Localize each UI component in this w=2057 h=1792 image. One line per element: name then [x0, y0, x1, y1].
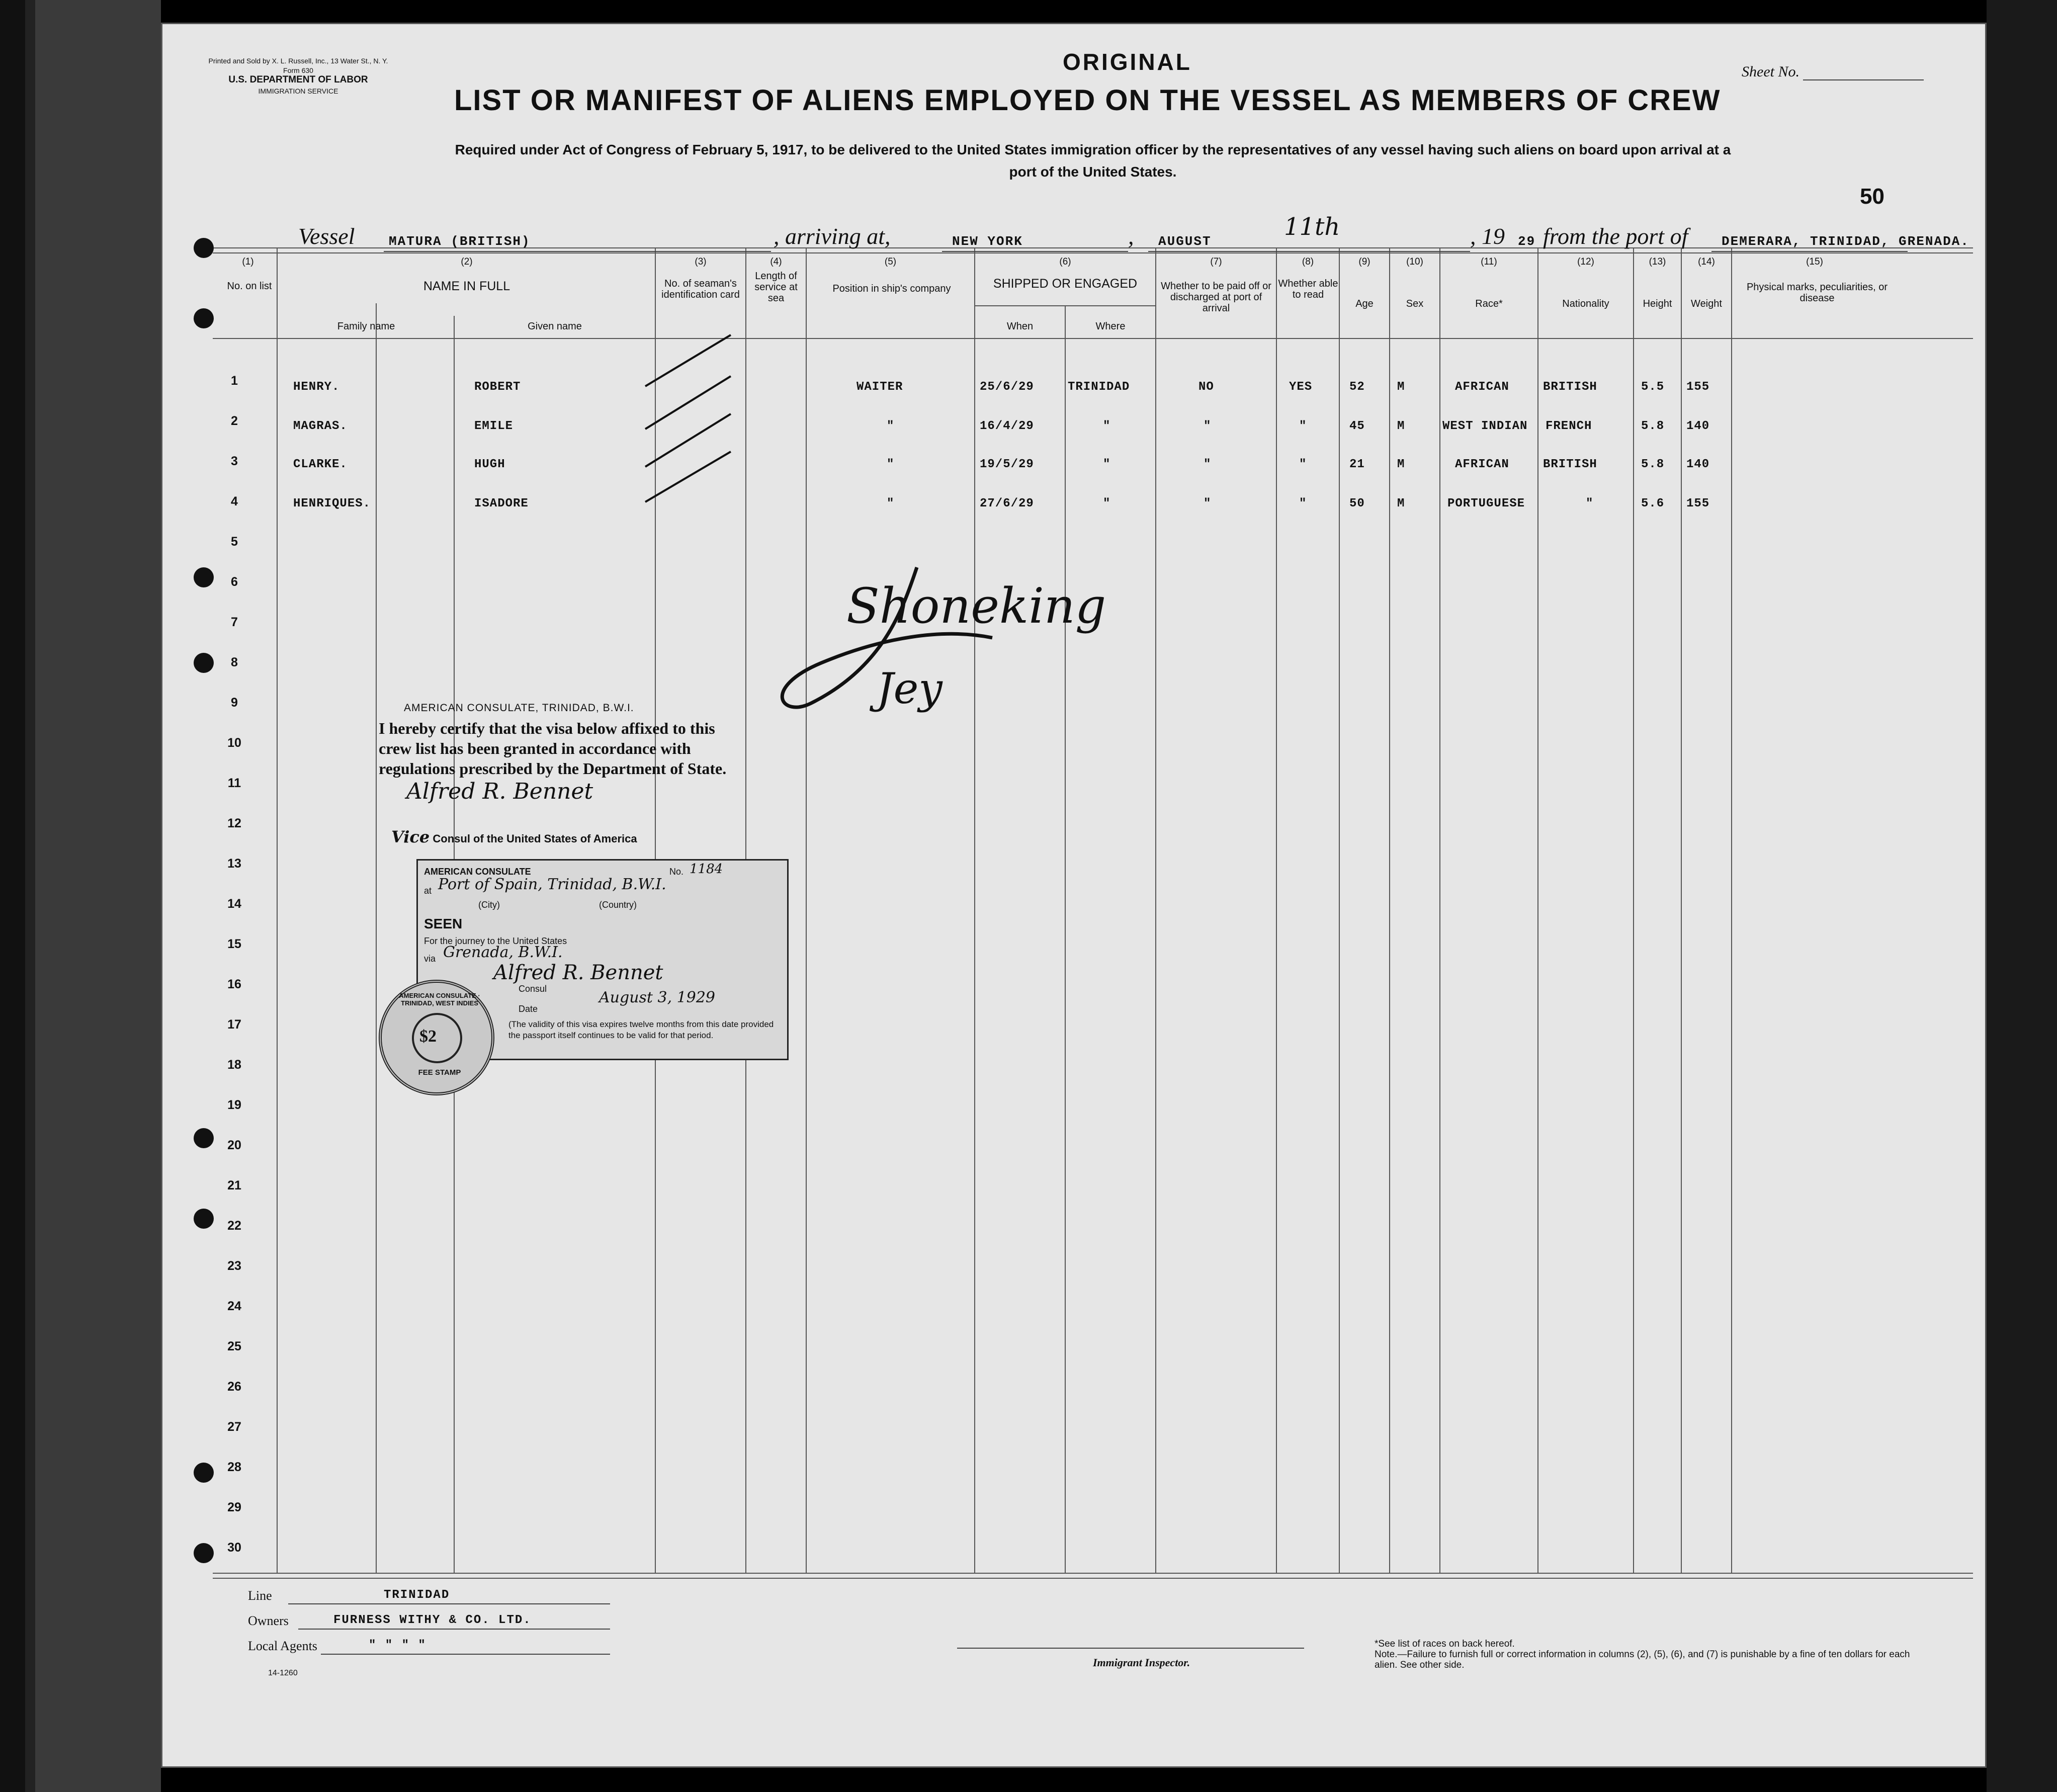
document-title: LIST OR MANIFEST OF ALIENS EMPLOYED ON THE VESSEL AS MEMBERS OF CREW [454, 84, 1721, 117]
printer-line: Printed and Sold by X. L. Russell, Inc., 13 Water St., N. Y. [208, 57, 388, 65]
colhead-physical-marks: Physical marks, peculiarities, or disease [1746, 282, 1888, 304]
row-number: 5 [231, 535, 238, 549]
row-number: 28 [227, 1460, 241, 1474]
visa-no-value: 1184 [690, 862, 723, 877]
row-number: 21 [227, 1178, 241, 1192]
page-number: 50 [1860, 184, 1884, 209]
inspector-line [957, 1648, 1304, 1649]
row-number: 14 [227, 897, 241, 911]
arriving-label: , arriving at, [774, 223, 891, 249]
colnum-9: (9) [1358, 257, 1370, 267]
colhead-nationality: Nationality [1562, 298, 1609, 309]
cell-family-name: CLARKE. [293, 458, 348, 471]
sheet-number-label: Sheet No. [1742, 63, 1799, 80]
form-code: 14-1260 [268, 1669, 298, 1677]
row-number: 16 [227, 977, 241, 991]
cell-weight: 140 [1686, 458, 1710, 471]
visa-date: August 3, 1929 [599, 989, 716, 1006]
visa-date-label: Date [519, 1004, 538, 1014]
colnum-15: (15) [1806, 257, 1823, 267]
cell-family-name: HENRY. [293, 380, 340, 394]
cell-age: 50 [1349, 497, 1365, 510]
arriving-underline [942, 251, 1128, 252]
colnum-1: (1) [242, 257, 254, 267]
cell-given-name: EMILE [474, 419, 513, 433]
document-subtitle [263, 139, 1923, 183]
cell-where: TRINIDAD [1068, 380, 1130, 394]
cell-sex: M [1397, 419, 1405, 433]
seal-text: AMERICAN CONSULATE · TRINIDAD, WEST INDIES [399, 992, 480, 1007]
row-number: 22 [227, 1219, 241, 1233]
row-number: 19 [227, 1098, 241, 1112]
colnum-12: (12) [1577, 257, 1594, 267]
manifest-sheet [161, 23, 1987, 1768]
owners-value: FURNESS WITHY & CO. LTD. [333, 1613, 532, 1627]
visa-seen: SEEN [424, 916, 463, 931]
cell-weight: 140 [1686, 419, 1710, 433]
cell-paid-off: " [1204, 458, 1212, 471]
cell-when: 25/6/29 [980, 380, 1034, 394]
row-number: 15 [227, 937, 241, 951]
from-port-underline [1711, 251, 1908, 252]
printer-info [208, 55, 389, 97]
cell-where: " [1103, 419, 1111, 433]
visa-heading: AMERICAN CONSULATE [424, 867, 531, 877]
row-number: 12 [227, 816, 241, 830]
cell-when: 19/5/29 [980, 458, 1034, 471]
colhead-given-name: Given name [528, 321, 582, 332]
cell-sex: M [1397, 380, 1405, 394]
punch-hole [194, 1543, 214, 1563]
form-number: Form 630 [283, 66, 313, 74]
cell-nationality: " [1586, 497, 1594, 510]
cell-race: PORTUGUESE [1447, 497, 1525, 510]
colhead-name-in-full: NAME IN FULL [423, 279, 510, 293]
note-fine: Note.—Failure to furnish full or correct information in columns (2), (5), (6), and (7) is punishable by a fine of ten dollars for each alien. See other side. [1375, 1649, 1910, 1670]
cell-paid-off: NO [1198, 380, 1214, 394]
punch-hole [194, 238, 214, 258]
punch-hole [194, 1209, 214, 1229]
cell-position: " [887, 419, 895, 433]
row-number: 4 [231, 494, 238, 508]
cell-race: AFRICAN [1455, 458, 1509, 471]
colnum-3: (3) [695, 257, 707, 267]
visa-validity: (The validity of this visa expires twelve months from this date provided the passport itself continues to be valid for that period. [508, 1019, 774, 1040]
visa-at-label: at [424, 886, 432, 896]
row-number: 30 [227, 1541, 241, 1555]
row-number: 6 [231, 575, 238, 589]
cell-weight: 155 [1686, 380, 1710, 394]
colnum-8: (8) [1302, 257, 1314, 267]
row-number: 26 [227, 1380, 241, 1394]
line-underline [288, 1603, 610, 1604]
cell-paid-off: " [1204, 419, 1212, 433]
row-number: 7 [231, 615, 238, 629]
cell-age: 21 [1349, 458, 1365, 471]
footer-notes [1375, 1639, 1928, 1670]
cell-age: 45 [1349, 419, 1365, 433]
colhead-sex: Sex [1406, 298, 1424, 309]
row-number: 2 [231, 414, 238, 428]
cell-where: " [1103, 497, 1111, 510]
punch-hole [194, 1128, 214, 1148]
cell-sex: M [1397, 497, 1405, 510]
row-number: 23 [227, 1259, 241, 1273]
colhead-age: Age [1355, 298, 1374, 309]
colnum-2: (2) [461, 257, 473, 267]
visa-via-label: via [424, 954, 436, 964]
date-underline [1148, 251, 1470, 252]
left-background-strip [0, 0, 161, 1792]
visa-consul-label: Consul [519, 984, 547, 994]
cell-where: " [1103, 458, 1111, 471]
department-name: U.S. DEPARTMENT OF LABOR [228, 74, 368, 85]
consul-title [391, 827, 637, 846]
date-comma: , [1128, 223, 1134, 249]
colhead-able-to-read: Whether able to read [1278, 278, 1338, 300]
right-background-strip [1987, 0, 2057, 1792]
colnum-11: (11) [1481, 257, 1497, 267]
colnum-13: (13) [1649, 257, 1666, 267]
colnum-6: (6) [1059, 257, 1071, 267]
signature-text: Shoneking [846, 578, 1106, 634]
colnum-10: (10) [1406, 257, 1423, 267]
agents-value: " " " " [369, 1639, 426, 1652]
seal-fee: $2 [419, 1027, 437, 1046]
cell-given-name: ROBERT [474, 380, 521, 394]
cell-race: AFRICAN [1455, 380, 1509, 394]
colnum-7: (7) [1210, 257, 1222, 267]
cell-paid-off: " [1204, 497, 1212, 510]
colhead-seaman-card: No. of seaman's identification card [661, 278, 740, 300]
row-number: 8 [231, 655, 238, 669]
row-number: 11 [227, 776, 241, 790]
agents-label: Local Agents [248, 1639, 317, 1653]
arrival-month: AUGUST [1158, 234, 1212, 249]
cell-age: 52 [1349, 380, 1365, 394]
cell-height: 5.6 [1641, 497, 1665, 510]
cell-weight: 155 [1686, 497, 1710, 510]
left-inner-strip [35, 0, 161, 1792]
seal-fee-stamp: FEE STAMP [418, 1068, 461, 1077]
vessel-name: MATURA (BRITISH) [389, 234, 531, 249]
colnum-14: (14) [1698, 257, 1715, 267]
note-races: *See list of races on back hereof. [1375, 1639, 1515, 1649]
cell-height: 5.5 [1641, 380, 1665, 394]
consulate-heading: AMERICAN CONSULATE, TRINIDAD, B.W.I. [404, 702, 634, 714]
subtitle-line-2: port of the United States. [1009, 164, 1177, 180]
row-number: 17 [227, 1017, 241, 1032]
from-port-label: from the port of [1543, 223, 1688, 249]
manifest-footer [233, 1588, 1943, 1704]
row-number: 9 [231, 696, 238, 710]
cell-when: 27/6/29 [980, 497, 1034, 510]
consul-prefix: Vice [391, 827, 430, 846]
cell-able-to-read: " [1299, 419, 1307, 433]
cell-family-name: HENRIQUES. [293, 497, 371, 510]
row-number: 18 [227, 1058, 241, 1072]
arrival-year: 29 [1518, 234, 1536, 249]
signature-initials: Jey [877, 664, 942, 713]
year-prefix: , 19 [1470, 223, 1505, 249]
line-value: TRINIDAD [384, 1588, 450, 1602]
cell-sex: M [1397, 458, 1405, 471]
sheet-number-line [1803, 67, 1924, 80]
owners-underline [298, 1629, 610, 1630]
consulate-certification [379, 698, 957, 779]
cell-height: 5.8 [1641, 419, 1665, 433]
arriving-port: NEW YORK [952, 234, 1023, 249]
original-stamp: ORIGINAL [1063, 49, 1192, 75]
punch-hole [194, 567, 214, 587]
consul-title-text: Consul of the United States of America [433, 832, 637, 845]
visa-no-label: No. [669, 867, 684, 877]
cell-height: 5.8 [1641, 458, 1665, 471]
colnum-5: (5) [884, 257, 897, 267]
cell-position: " [887, 497, 895, 510]
cell-able-to-read: " [1299, 497, 1307, 510]
cell-given-name: ISADORE [474, 497, 529, 510]
subtitle-line-1: Required under Act of Congress of February 5, 1917, to be delivered to the United States immigration officer by the representatives of any vessel having such aliens on board upon arrival at a [455, 142, 1731, 157]
cell-family-name: MAGRAS. [293, 419, 348, 433]
cell-able-to-read: YES [1289, 380, 1313, 394]
colhead-length-of-service: Length of service at sea [754, 271, 798, 304]
cell-race: WEST INDIAN [1442, 419, 1528, 433]
visa-consul-signature: Alfred R. Bennet [493, 961, 663, 984]
cell-nationality: BRITISH [1543, 380, 1597, 394]
colhead-when: When [1006, 321, 1034, 332]
punch-hole [194, 1463, 214, 1483]
consul-signature: Alfred R. Bennet [406, 779, 593, 804]
visa-journey-label: For the journey to the United States [424, 936, 567, 946]
colhead-weight: Weight [1691, 298, 1722, 309]
colhead-position: Position in ship's company [832, 283, 951, 294]
colhead-shipped-engaged: SHIPPED OR ENGAGED [993, 277, 1138, 291]
service-name: IMMIGRATION SERVICE [258, 87, 338, 95]
cell-position: " [887, 458, 895, 471]
cell-nationality: FRENCH [1546, 419, 1592, 433]
colhead-where: Where [1095, 321, 1126, 332]
row-number: 29 [227, 1500, 241, 1514]
row-number: 20 [227, 1138, 241, 1152]
inspector-label: Immigrant Inspector. [1093, 1656, 1190, 1669]
consulate-seal [379, 980, 494, 1095]
row-number: 1 [231, 374, 238, 388]
colhead-height: Height [1643, 298, 1672, 309]
line-label: Line [248, 1588, 272, 1603]
colnum-4: (4) [770, 257, 782, 267]
vessel-underline [384, 251, 771, 252]
certification-text: I hereby certify that the visa below affixed to this crew list has been granted in accordance with regulations prescribed by the Department of State. [379, 719, 727, 778]
visa-via: Grenada, B.W.I. [443, 944, 563, 961]
visa-city-label: (City) [478, 900, 500, 910]
punch-hole [194, 653, 214, 673]
arrival-day: 11th [1284, 213, 1340, 241]
colhead-family-name: Family name [337, 321, 395, 332]
from-port: DEMERARA, TRINIDAD, GRENADA. [1722, 234, 1969, 249]
row-number: 25 [227, 1339, 241, 1353]
visa-place: Port of Spain, Trinidad, B.W.I. [438, 876, 666, 893]
left-dark-bar [0, 0, 25, 1792]
cell-when: 16/4/29 [980, 419, 1034, 433]
cell-able-to-read: " [1299, 458, 1307, 471]
owners-label: Owners [248, 1613, 289, 1628]
row-number: 13 [227, 857, 241, 871]
cell-nationality: BRITISH [1543, 458, 1597, 471]
colhead-race: Race* [1475, 298, 1503, 309]
row-number: 27 [227, 1420, 241, 1434]
row-number: 3 [231, 454, 238, 468]
cell-given-name: HUGH [474, 458, 505, 471]
vessel-label: Vessel [298, 223, 355, 249]
vessel-line [298, 213, 1969, 258]
punch-hole [194, 308, 214, 328]
visa-country-label: (Country) [599, 900, 637, 910]
row-number: 24 [227, 1299, 241, 1313]
sheet-number-field [1742, 63, 1924, 80]
agents-underline [321, 1654, 610, 1655]
colhead-no-on-list: No. on list [227, 281, 272, 292]
row-number: 10 [227, 736, 241, 750]
cell-position: WAITER [856, 380, 903, 394]
colhead-paid-off: Whether to be paid off or discharged at port of arrival [1161, 281, 1271, 314]
